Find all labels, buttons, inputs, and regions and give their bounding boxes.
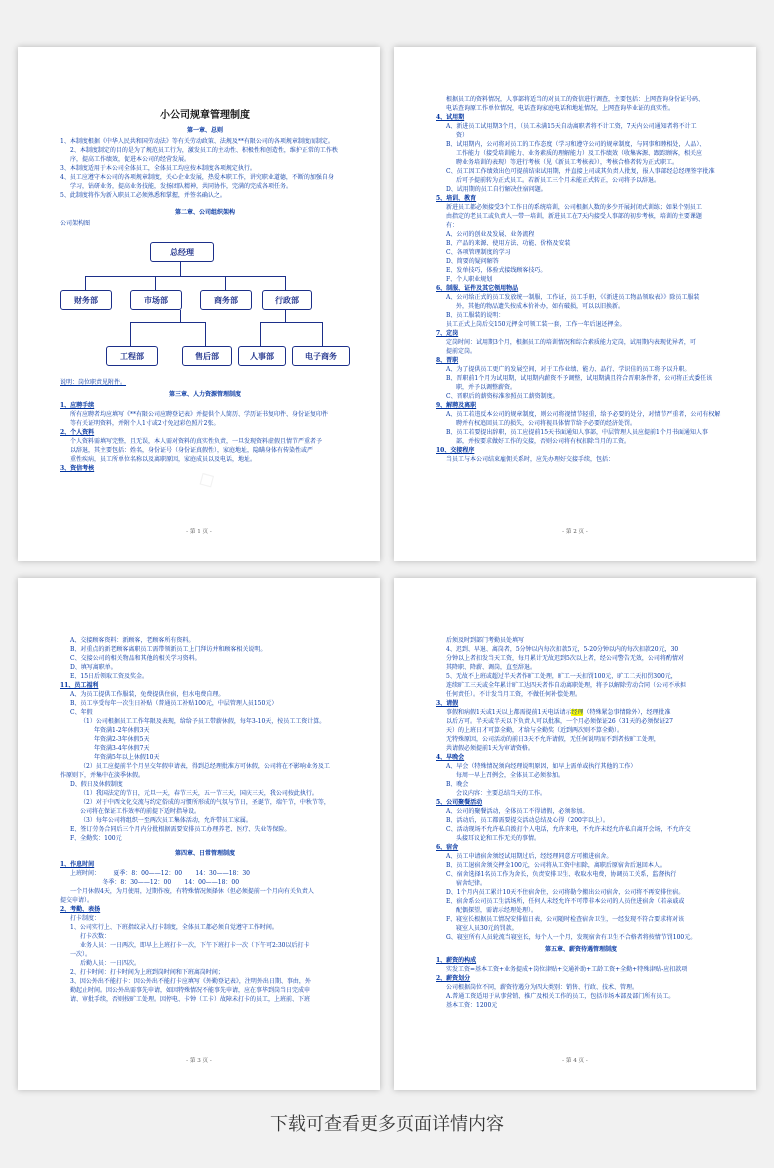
text-line: 5、无故不上班或超过半天者作旷工处理，旷工一天扣罚100元，旷工二天扣罚300元， — [446, 673, 677, 680]
section-heading: 6、制服、证件及其它领用物品 — [436, 285, 519, 292]
org-connector — [225, 276, 226, 290]
text-line: E、15日后领取工资及奖金。 — [70, 673, 149, 680]
org-connector — [155, 276, 156, 290]
text-line: 基本工资：1200元 — [446, 1002, 498, 1009]
watermark: ◇ — [192, 464, 221, 495]
text-line: 职，并予以调整薪资。 — [456, 384, 517, 391]
text-line: 后可予提前转为正式员工。若新员工三个月未能正式转正，公司将予以辞退。 — [456, 177, 661, 184]
org-connector — [205, 322, 206, 346]
text-line: 1、本制度根据《中华人民共和国劳动法》等有关劳动政策、法规及**有限公司的各项规章制度而制定。 — [60, 138, 334, 145]
text-line: 重性疾病，员工所单位名称以及离职原因，家庭成员以及电话，地址。 — [70, 456, 257, 463]
org-connector — [130, 322, 131, 346]
text-span: 事假和病假1天或1天以上都需提前1天电话请示 — [446, 709, 572, 716]
text-line: 新进员工都必须接受3个工作日的系统培训，公司根据人数的多少开展封闭式训练；如果个别员工 — [446, 204, 702, 211]
text-line: 业务人员：一日两次，即早上上班打卡一次，下午下班打卡一次（下午可2:30以后打卡 — [80, 942, 310, 949]
page-footer: - 第 1 页 - — [186, 529, 212, 535]
text-line: A、公司的聚餐活动，全体员工不得请假，必须参加。 — [446, 808, 589, 815]
text-line: B、员工享受每年一次生日补贴（普通员工补贴100元，中层管理人员150元） — [70, 700, 278, 707]
text-line: 打卡制度： — [70, 915, 101, 922]
text-line: 公司根据岗位不同，薪资待遇分为四大类别：销售、行政、技术、管理。 — [446, 984, 639, 991]
text-line: A、公司的创业及发展、业务流程 — [446, 231, 535, 238]
org-connector — [322, 322, 323, 346]
text-line: A、员工申请宿舍须经试用期过后，经经理同意方可搬进宿舍。 — [446, 853, 613, 860]
text-line: 有： — [446, 222, 459, 229]
text-line — [436, 708, 726, 717]
text-line: （3）每年公司将组织一至两次员工集体活动，允许带员工家属。 — [80, 817, 252, 824]
text-line: （1）我国法定的节日，元旦一天，春节三天，五一节三天，国庆三天，我公司按此执行。 — [80, 790, 318, 797]
text-line: 天）的上班日才可算全勤，才给与全勤奖（近到两次则不算全勤）。 — [446, 727, 624, 734]
chapter-heading: 第四章、日常管理制度 — [174, 850, 235, 857]
text-line: 学习，钻研业务，提高业务技能，发扬团队精神，共同协作，完满的完成各项任务。 — [70, 183, 293, 190]
text-line: A、早会（特殊情况须向经理说明原因，如早上需单或执行其他的工作） — [446, 763, 637, 770]
text-line: B、对重点的新老顾客离职员工需带领新员工上门拜访并和顾客相关说明。 — [70, 646, 267, 653]
text-line: C、年假 — [70, 709, 93, 716]
section-heading: 3、请假 — [436, 700, 459, 707]
text-line: 勤起止时间。因公外出需事先申请，如因特殊情况不能事先申请，应在事毕到岗当日完成申 — [70, 987, 311, 994]
text-line: 作原则下，并集中在淡季休假。 — [60, 772, 145, 779]
text-line: 寝室人员30元的罚款。 — [456, 925, 518, 932]
text-line: 年资满5年以上休假10天 — [94, 754, 160, 761]
page-footer: - 第 3 页 - — [186, 1058, 212, 1064]
text-line: 外，其他的物品遗失按成本价补办，如有破损，可以以旧换新。 — [456, 303, 625, 310]
section-heading: 1、作息时间 — [60, 861, 95, 868]
text-line: 资） — [456, 132, 469, 139]
text-line: 以后方可。半天或半天以下负责人可以批准，一个月必须保证26（31天的必须保证27 — [446, 718, 673, 725]
text-line: （2）对于中西文化交流与约定俗成的习惯所形成的气氛与节日，圣诞节，端午节，中秋节等， — [80, 799, 330, 806]
org-connector — [260, 322, 322, 323]
text-line: 3、本制度适用于本公司全体员工，全体员工均应按本制度各项规定执行。 — [60, 165, 256, 172]
text-line: C、宿舍选择1名员工作为舍长，负责安排卫生、收取水电费，协调员工关系，监督执行 — [446, 871, 677, 878]
text-line: 2、本制度制定的目的是为了规范员工行为，激发员工的主动性、积极性和创造性，维护正常的工作秩 — [70, 147, 338, 154]
text-line: E、发单技巧，体验式接线顾客技巧。 — [446, 267, 547, 274]
text-line: F、全勤奖：100元 — [70, 835, 122, 842]
section-heading: 8、晋职 — [436, 357, 459, 364]
org-chart-label: 公司架构图 — [60, 220, 91, 227]
text-line: 序，提高工作绩效，促进本公司的经营发展。 — [70, 156, 191, 163]
document-page-2 — [394, 47, 756, 561]
page-4-content — [436, 578, 726, 1066]
section-heading: 4、试用期 — [436, 114, 465, 121]
text-line: A、为了提供员工更广的发展空间，对于工作业绩、能力、品行、学识佳的员工将予以升职。 — [446, 366, 691, 373]
section-heading: 1、应聘手续 — [60, 402, 95, 409]
section-heading: 7、定岗 — [436, 330, 459, 337]
text-line: 聘并有权追回员工的损失，公司将视具体情节给予必要的经济处罚。 — [456, 420, 637, 427]
text-line: 提交申请）。 — [60, 897, 94, 904]
text-line: 根据员工的资料情况，人事部将适当的对员工的资信进行调查，主要包括：上网查询身份证号码、 — [446, 96, 705, 103]
section-heading: 9、解聘及离职 — [436, 402, 477, 409]
text-line: C、各项管理制度的学习 — [446, 249, 511, 256]
text-line: 冬季：8：30——12：00 14：00——18：00 — [70, 879, 240, 886]
org-connector — [260, 322, 261, 346]
text-line: C、员工因工作绩效出色可提前结束试用期，并直接上司或其负责人批复，报人事部经总经理签字批准 — [446, 168, 715, 175]
org-connector — [85, 276, 285, 277]
text-line: D、填写离职单。 — [70, 664, 117, 671]
text-line: 请、审批手续，否则按旷工处理。因停电、卡钟（工卡）故障未打卡的员工，上班前、下班 — [70, 996, 311, 1003]
text-line: 连续旷工三天或全年累计旷工达四天者作自动离职处理，将予以解除劳动合同（公司不承担 — [446, 682, 687, 689]
text-line: 由指定的老员工或负责人一带一培训，新进员工在7天内接受人事部的初步考核，培训的主要课题 — [446, 213, 702, 220]
text-line: A、公司给正式的员工发放统一制服，工作证，员工手册，《《新进员工物品领取表》》除员工服装 — [446, 294, 700, 301]
text-line: D、简要的疑问解答 — [446, 258, 499, 265]
text-line: 头接耳议论和工作无关的事情。 — [456, 835, 541, 842]
org-chart — [60, 232, 350, 372]
text-line: 所有应聘者均应填写《**有限公司应聘登记表》并提供个人简历、学历证书复印件、身份证复印件 — [70, 411, 329, 418]
text-line: 个人资料需填写完整，且无误，本人需对资料的真实性负责，一旦发现资料虚假且情节严重者予 — [70, 438, 323, 445]
highlight-span: 经理 — [571, 709, 584, 716]
text-line: E、签订劳务合同后三个月内分批根据需要安排员工办理养老、医疗、失业等保险。 — [70, 826, 291, 833]
text-line: 无特殊原因，公司活动的前日3天不允许请假，无任何说明而不到者按旷工处理， — [446, 736, 660, 743]
text-line: A.普通工资适用于从事营销、推广及相关工作的员工，包括市场本部及部门所有员工。 — [446, 993, 675, 1000]
org-connector — [180, 310, 181, 322]
text-line: 5、此制度将作为新入职员工必须熟悉和掌握，并签名确认之。 — [60, 192, 226, 199]
text-line: A、为员工提供工作服装，免费提供住宿，但水电费自理。 — [70, 691, 225, 698]
org-box-aftersales: 售后部 — [182, 346, 232, 366]
section-heading: 3、资信考核 — [60, 465, 95, 472]
text-line: B、晚会 — [446, 781, 469, 788]
text-line: E、宿舍系公司员工生活场所，任何人未经允许不可带非本公司的人员住进宿舍（若亲戚或 — [446, 898, 685, 905]
text-line: 聘业务培训的表现）等进行考核（见《新员工考核表》），考核合格者转为正式职工。 — [456, 159, 679, 166]
text-line: 一次）。 — [70, 951, 92, 958]
text-line: 年资满3-4年休假7天 — [94, 745, 150, 752]
text-line: D、1个月内员工累计10天不住宿舍住，公司将勒令搬出公司宿舍，公司将不再安排住宿。 — [446, 889, 685, 896]
text-line: F、寝室长根据员工情况安排值日表，公司随时检查宿舍卫生，一经发现不符合要求将对该 — [446, 916, 685, 923]
text-line: 3、因公外出不能打卡：因公外出不能打卡应填写《外勤登记表》，注明外出日期、事由，外 — [70, 978, 311, 985]
text-line: 打卡次数： — [80, 933, 111, 940]
text-line: 4、迟到、早退、离岗者，5分钟以内每次扣款5元，5-20分钟以内的每次扣款20元，30 — [446, 646, 679, 653]
text-line: C、交接公司的相关物品和其他的相关学习资料。 — [70, 655, 201, 662]
text-line: 年资满1-2年休假3天 — [94, 727, 150, 734]
text-line: B、晋职前1个月为试用期，试用期内薪资不予调整，试用期满且符合晋职条件者，公司将正式委任该 — [446, 375, 713, 382]
org-box-finance: 财务部 — [60, 290, 112, 310]
chapter-heading: 第三章、人力资源管理制度 — [168, 391, 241, 398]
section-heading: 6、宿舍 — [436, 844, 459, 851]
text-line: 提前定岗。 — [446, 348, 477, 355]
text-line: 上班时间： 夏季：8：00——12：00 14：30——18：30 — [70, 870, 250, 877]
text-line: B、活动后，员工都需要提交活动总结及心得（200字以上）。 — [446, 817, 609, 824]
download-caption: 下载可查看更多页面详情内容 — [270, 1114, 504, 1135]
section-heading: 5、公司聚餐活动 — [436, 799, 483, 806]
org-box-admin: 行政部 — [262, 290, 312, 310]
section-heading: 4、早晚会 — [436, 754, 465, 761]
text-line: 分钟以上者扣发当天工资，每月累计无故迟到5次以上者，经公司警告无效，公司将酌情对 — [446, 655, 684, 662]
text-line: B、员工退宿舍须交押金100元，公司将从工资中扣除，离职后原宿舍后退回本人。 — [446, 862, 666, 869]
text-line: A、员工若违反本公司的规章制度，则公司将视情节轻重，给予必要的处分，对情节严重者，公司有权解 — [446, 411, 721, 418]
text-span: （特殊紧急事情除外），经理批准 — [583, 709, 671, 716]
text-line: 4、员工应遵守本公司的各项规章制度，关心企业发展，热爱本职工作，讲究职业道德，不断的加强自身 — [60, 174, 334, 181]
section-heading: 2、个人资料 — [60, 429, 95, 436]
text-line: 其降职、降薪、调岗，直至辞退。 — [446, 664, 537, 671]
text-line: 年资满2-3年休假5天 — [94, 736, 150, 743]
section-heading: 5、培训、教育 — [436, 195, 477, 202]
page-footer: - 第 2 页 - — [562, 529, 588, 535]
section-heading: 2、考勤、表扬 — [60, 906, 101, 913]
org-connector — [285, 310, 286, 322]
text-line: A、新进员工试用期3个月，（员工未满15天自动离职者将不计工资，7天内公司通知者将不计工 — [446, 123, 697, 130]
text-line: 后须及时到部门考勤员处填写 — [446, 637, 525, 644]
text-line: 部，并按要求做好工作的交接，否则公司将有权扣除当月的工资。 — [456, 438, 631, 445]
page-3-content — [60, 578, 350, 1066]
chapter-heading: 第二章、公司组织架构 — [174, 209, 235, 216]
section-heading: 1、薪资的构成 — [436, 957, 477, 964]
text-line: B、员工若要提出辞职，员工应提前15天书面通知人事部，中层管理人员应提前1个月书面通知人事 — [446, 429, 708, 436]
text-line: 以辞退，其主要包括：姓名，身份证号（身份证真假性），家庭地址，隐瞒身体有传染性或严 — [70, 447, 314, 454]
page-footer: - 第 4 页 - — [562, 1058, 588, 1064]
text-block — [60, 137, 350, 200]
text-line: C、活动现场不允许私自拨打个人电话，允许来电，不允许未经允许私自离开会场，不允许交 — [446, 826, 691, 833]
text-line: 2、打卡时间：打卡时间为上班到岗时间和下班离岗时间； — [70, 969, 224, 976]
text-line: 会议内容：主要总结当天的工作。 — [456, 790, 547, 797]
text-line: 等有关证明资料，并附个人1寸或2寸免冠彩色照片2张。 — [70, 420, 220, 427]
text-line: B、员工服装的说明： — [446, 312, 505, 319]
text-line: 共请假必须提前1天为审请资格。 — [446, 745, 534, 752]
text-line: B、试用期内，公司将对员工的工作态度（学习和遵守公司的规章制度，与同事和睦相处，人品）、 — [446, 141, 706, 148]
text-line: 配偶探望，需请示经理处理）。 — [456, 907, 538, 914]
text-line: 任何责任）。不计发当月工资，不做任何补偿处理。 — [446, 691, 582, 698]
text-line: 后勤人员：一日四次。 — [80, 960, 141, 967]
note-link[interactable]: 说明：岗位职责见附件。 — [60, 379, 127, 386]
page-1-content — [60, 47, 350, 537]
org-box-business: 商务部 — [200, 290, 252, 310]
text-line: D、试用期的员工自行解决住宿问题。 — [446, 186, 547, 193]
org-box-engineering: 工程部 — [106, 346, 158, 366]
org-connector — [130, 322, 205, 323]
text-line: 公司将在保证工作效率的前提下适时指导设。 — [80, 808, 201, 815]
page-2-content — [436, 47, 726, 537]
chapter-heading: 第五章、薪资待遇管理制度 — [544, 946, 617, 953]
text-line: F、个人职业规划 — [446, 276, 493, 283]
text-line: 工作能力（接受培训能力、业务素质的理解能力）及工作绩效（收集客源、跟踪顾客，相关应 — [456, 150, 703, 157]
text-line: A、交接顾客资料：新顾客，老顾客所有资料。 — [70, 637, 195, 644]
section-heading: 2、薪资划分 — [436, 975, 471, 982]
document-title: 小公司规章管理制度 — [160, 110, 250, 121]
text-line: 每周一早上召例会，全体员工必须参加。 — [456, 772, 565, 779]
section-heading: 10、交接程序 — [436, 447, 475, 454]
org-connector — [180, 262, 181, 276]
text-line: 一个月休假4天，为月使用，过期作废，有特殊情况须择休（但必须提前一个月向有关负责人 — [70, 888, 314, 895]
text-line: D、假日及休假制度 — [70, 781, 123, 788]
org-connector — [285, 276, 286, 290]
text-line: 员工正式上岗后交150元押金可领工装一套，工作一年后退还押金。 — [446, 321, 626, 328]
text-line: 实发工资=基本工资+业务提成+岗位津贴+交通补助+工龄工资+全勤+特殊津贴-应扣款项 — [446, 966, 688, 973]
text-line: 电话查询原工作单位情况，电话查询家庭电话和地址情况，上网查询毕业证的真实性。 — [446, 105, 675, 112]
text-line: C、晋职后的薪资标准参照员工薪资制度。 — [446, 393, 559, 400]
org-box-ceo: 总经理 — [150, 242, 214, 262]
text-line: 当员工与本公司结束雇佣关系时，应先办理好交接手续，包括： — [446, 456, 615, 463]
text-line: 定岗时间：试用期3个月，根据员工的培训情况和综合素质能力定岗，试用期内表现优异者，可 — [446, 339, 696, 346]
org-box-marketing: 市场部 — [130, 290, 182, 310]
org-box-ecommerce: 电子商务 — [292, 346, 350, 366]
document-page-1 — [18, 47, 380, 561]
text-line: B、产品的来源、使用方法、功能、价格及安装 — [446, 240, 571, 247]
chapter-heading: 第一章、总则 — [186, 127, 223, 134]
text-line: （2）员工应提前半个月呈交年假申请表，得到总经理批准方可休假，公司将在不影响业务及工 — [80, 763, 330, 770]
text-line: 宿舍纪律。 — [456, 880, 487, 887]
text-line: （1）公司根据员工工作年限及表现，给给予员工带薪休假，每年3-10天，按员工工资计算。 — [80, 718, 326, 725]
text-line: G、寝室所有人员轮流当寝室长，每个人一个月，发现宿舍有卫生不合格者将按情节罚100元。 — [446, 934, 697, 941]
document-page-4 — [394, 578, 756, 1090]
org-box-hr: 人事部 — [238, 346, 286, 366]
document-page-3 — [18, 578, 380, 1090]
org-connector — [85, 276, 86, 290]
text-line: 1、公司实行上、下班指纹录入打卡制度，全体员工都必须自觉遵守工作时间。 — [70, 924, 278, 931]
section-heading: 11、员工福利 — [60, 682, 99, 689]
